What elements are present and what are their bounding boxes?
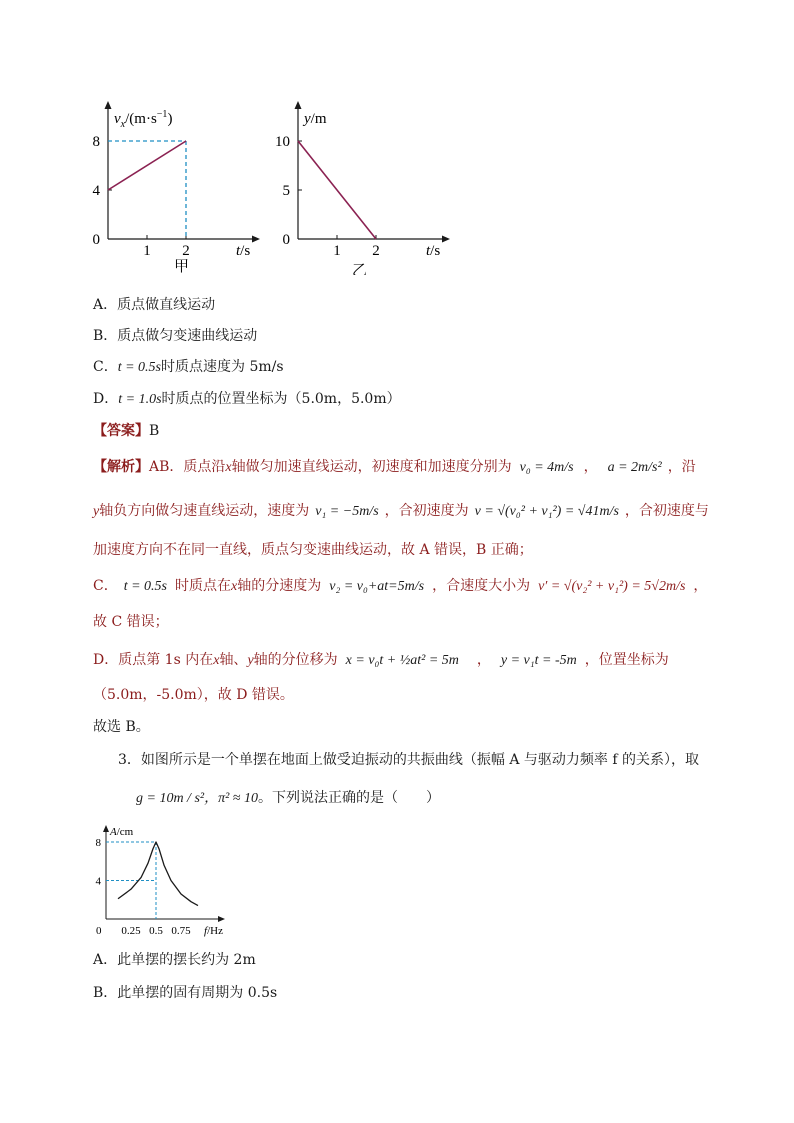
- yi-ytick-label: 0: [282, 232, 290, 248]
- res-series-line: [118, 842, 198, 906]
- res-ytick-label: 4: [95, 875, 101, 888]
- analysis-sep: ，: [693, 578, 708, 594]
- resonance-curve-graph: [90, 818, 230, 940]
- jia-xlabel: t/s: [236, 243, 251, 259]
- q3-option-a: A．此单摆的摆长约为 2m: [93, 952, 256, 968]
- analysis-text: D．质点第 1s 内在: [93, 652, 214, 668]
- yi-ytick-label: 5: [282, 183, 290, 199]
- eq-v0: v₀ = 4m/s: [519, 460, 574, 475]
- q2-option-b: B．质点做匀变速曲线运动: [93, 328, 258, 344]
- var-y: y: [247, 653, 254, 668]
- eq-a: a = 2m/s²: [607, 460, 662, 475]
- jia-ylabel: $v_x/(m\cdot s^{-1})$: [114, 109, 173, 130]
- var-x: x: [231, 579, 238, 594]
- jia-ytick-label: 0: [92, 232, 100, 248]
- analysis-line-4: [93, 577, 707, 596]
- analysis-text: ，合速度大小为: [432, 578, 531, 594]
- q2-option-c: [93, 358, 284, 377]
- yi-ytick-label: 10: [275, 134, 290, 150]
- q2-option-c-text: 时质点速度为 5m/s: [161, 359, 284, 375]
- analysis-text: 轴、: [219, 652, 248, 668]
- analysis-text: ，合初速度为: [384, 503, 469, 519]
- var-x: x: [213, 653, 220, 668]
- jia-title: 甲: [174, 259, 190, 275]
- yi-xlabel: t/s: [426, 243, 441, 259]
- eq-v1: v₁ = −5m/s: [315, 504, 379, 519]
- jia-ytick-label: 8: [92, 134, 100, 150]
- analysis-text: ，合初速度与: [624, 503, 709, 519]
- answer-tag: 【答案】: [93, 423, 149, 439]
- res-xtick-label: 0.5: [149, 925, 163, 937]
- eq-y: y = v₁t = -5m: [500, 653, 577, 668]
- q3-given-math: g = 10m / s²，π² ≈ 10: [136, 791, 258, 806]
- q2-conclusion: 故选 B。: [93, 719, 150, 735]
- position-time-graph: [260, 95, 460, 275]
- yi-xtick-label: 1: [333, 243, 341, 259]
- jia-xtick-label: 2: [182, 243, 190, 259]
- eq-t: t = 0.5s: [123, 579, 168, 594]
- analysis-text: AB．质点沿: [149, 459, 226, 475]
- analysis-text: 轴的分速度为: [237, 578, 322, 594]
- res-origin: 0: [96, 925, 102, 937]
- yi-ylabel: y/m: [304, 111, 327, 127]
- eq-v2: v₂ = v₀+at=5m/s: [329, 579, 425, 594]
- analysis-line-5: 故 C 错误；: [93, 614, 169, 630]
- yi-xtick-label: 2: [372, 243, 380, 259]
- analysis-text: 时质点在: [175, 578, 232, 594]
- q3-given-text: 。下列说法正确的是（ ）: [258, 790, 440, 806]
- analysis-line-2: [93, 502, 709, 521]
- var-y: y: [93, 504, 100, 519]
- q2-option-d-text: 时质点的位置坐标为（5.0m，5.0m）: [161, 391, 401, 407]
- res-ytick-label: 8: [95, 837, 101, 849]
- jia-ytick-label: 4: [92, 183, 100, 199]
- q2-option-d-math: t = 1.0s: [118, 392, 162, 407]
- var-x: x: [225, 460, 232, 475]
- q2-option-d: [93, 390, 401, 409]
- eq-x: x = v₀t + ½at² = 5m: [345, 653, 459, 668]
- yi-series-line: [298, 141, 376, 239]
- analysis-line-3: 加速度方向不在同一直线，质点匀变速曲线运动，故 A 错误，B 正确；: [93, 542, 533, 558]
- analysis-tag: 【解析】: [93, 459, 149, 475]
- velocity-time-graph: [70, 95, 270, 275]
- res-xtick-label: 0.75: [171, 925, 191, 937]
- analysis-text: 轴做匀加速直线运动，初速度和加速度分别为: [231, 459, 512, 475]
- answer-value: B: [149, 423, 160, 439]
- analysis-line-1: [93, 458, 696, 477]
- analysis-text: 轴负方向做匀速直线运动，速度为: [99, 503, 310, 519]
- yi-title: 乙: [352, 263, 368, 275]
- analysis-sep: ，: [583, 459, 598, 475]
- analysis-text: ，位置坐标为: [584, 652, 669, 668]
- analysis-text: C．: [93, 578, 118, 594]
- analysis-line-7: （5.0m，-5.0m），故 D 错误。: [93, 687, 294, 703]
- res-axes: [103, 825, 225, 922]
- res-xlabel: f/Hz: [204, 925, 223, 937]
- eq-v: v = √(v₀² + v₁²) = √41m/s: [474, 504, 619, 519]
- res-xtick-label: 0.25: [121, 925, 141, 937]
- jia-series-line: [108, 141, 186, 190]
- analysis-text: ，沿: [667, 459, 696, 475]
- q3-option-b: B．此单摆的固有周期为 0.5s: [93, 985, 278, 1001]
- q2-answer: [93, 422, 159, 440]
- res-ylabel: A/cm: [110, 826, 134, 838]
- jia-xtick-label: 1: [143, 243, 151, 259]
- q3-stem: 3．如图所示是一个单摆在地面上做受迫振动的共振曲线（振幅 A 与驱动力频率 f 的关系），取: [118, 752, 699, 768]
- analysis-line-6: [93, 651, 669, 670]
- q3-given: [136, 789, 440, 808]
- q2-option-a: A．质点做直线运动: [93, 297, 216, 313]
- eq-vprime: v′ = √(v₂² + v₁²) = 5√2m/s: [538, 579, 686, 594]
- q2-option-c-label: C．: [93, 359, 118, 375]
- analysis-sep: ，: [476, 652, 491, 668]
- analysis-text: 轴的分位移为: [253, 652, 338, 668]
- q2-option-d-label: D．: [93, 391, 119, 407]
- q2-option-c-math: t = 0.5s: [117, 360, 162, 375]
